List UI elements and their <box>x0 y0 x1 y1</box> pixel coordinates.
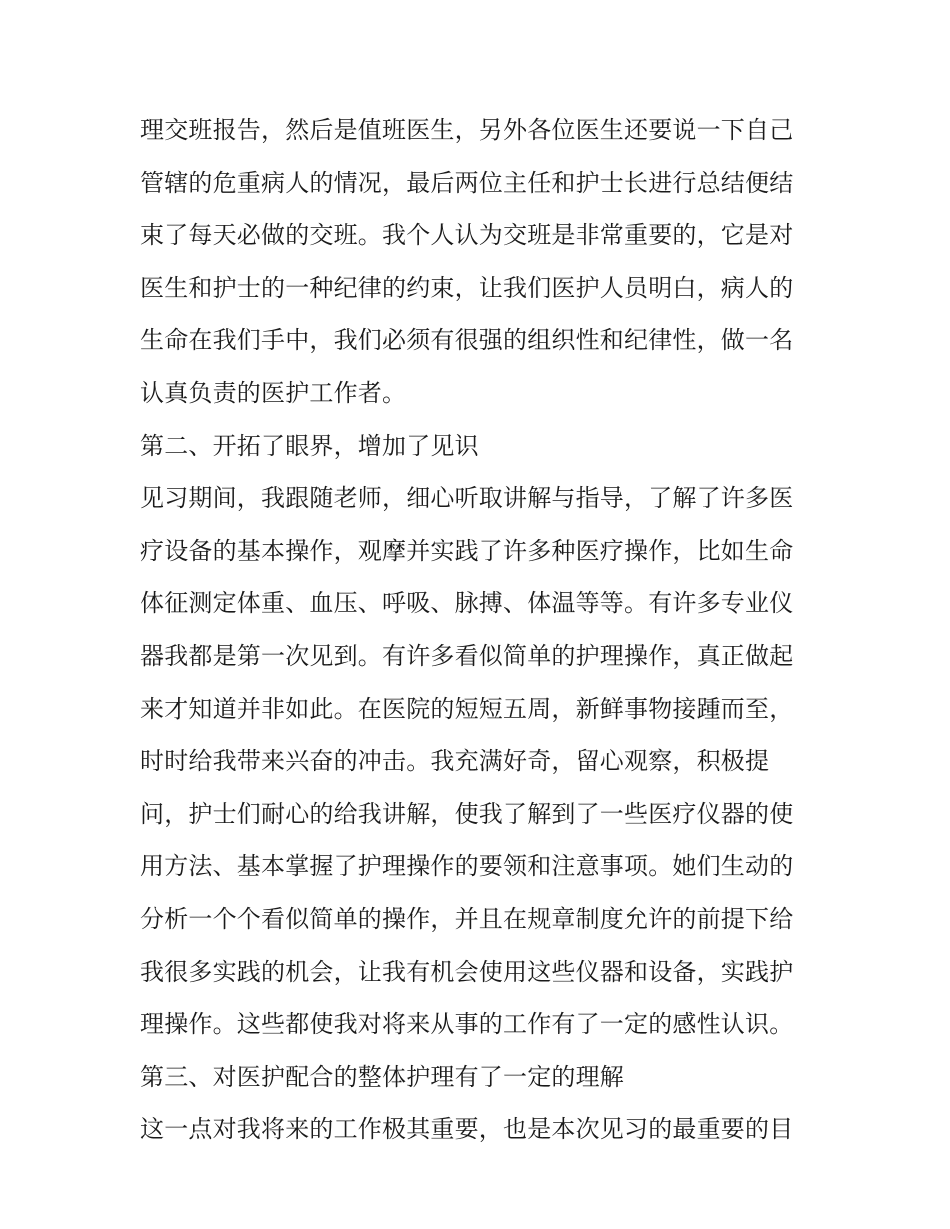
text-line: 分析一个个看似简单的操作，并且在规章制度允许的前提下给 <box>140 904 794 933</box>
text-line: 体征测定体重、血压、呼吸、脉搏、体温等等。有许多专业仪 <box>140 589 794 618</box>
text-line: 管辖的危重病人的情况，最后两位主任和护士长进行总结便结 <box>140 168 794 197</box>
text-line: 理操作。这些都使我对将来从事的工作有了一定的感性认识。 <box>140 1010 794 1039</box>
text-line: 疗设备的基本操作，观摩并实践了许多种医疗操作，比如生命 <box>140 536 794 565</box>
body-text <box>140 104 830 1156</box>
text-line: 认真负责的医护工作者。 <box>140 378 407 407</box>
text-line: 医生和护士的一种纪律的约束，让我们医护人员明白，病人的 <box>140 273 794 302</box>
text-line: 时时给我带来兴奋的冲击。我充满好奇，留心观察，积极提 <box>140 747 770 776</box>
text-line: 用方法、基本掌握了护理操作的要领和注意事项。她们生动的 <box>140 852 794 881</box>
text-line: 器我都是第一次见到。有许多看似简单的护理操作，真正做起 <box>140 641 794 670</box>
text-line: 来才知道并非如此。在医院的短短五周，新鲜事物接踵而至， <box>140 694 794 723</box>
text-line: 束了每天必做的交班。我个人认为交班是非常重要的，它是对 <box>140 221 794 250</box>
section-heading: 第二、开拓了眼界，增加了见识 <box>140 431 479 460</box>
text-line: 这一点对我将来的工作极其重要，也是本次见习的最重要的目 <box>140 1115 794 1144</box>
text-line: 见习期间，我跟随老师，细心听取讲解与指导，了解了许多医 <box>140 484 794 513</box>
text-line: 我很多实践的机会，让我有机会使用这些仪器和设备，实践护 <box>140 957 794 986</box>
section-heading: 第三、对医护配合的整体护理有了一定的理解 <box>140 1062 624 1091</box>
text-line: 问，护士们耐心的给我讲解，使我了解到了一些医疗仪器的使 <box>140 799 794 828</box>
text-line: 生命在我们手中，我们必须有很强的组织性和纪律性，做一名 <box>140 326 794 355</box>
text-line: 理交班报告，然后是值班医生，另外各位医生还要说一下自己 <box>140 116 794 144</box>
